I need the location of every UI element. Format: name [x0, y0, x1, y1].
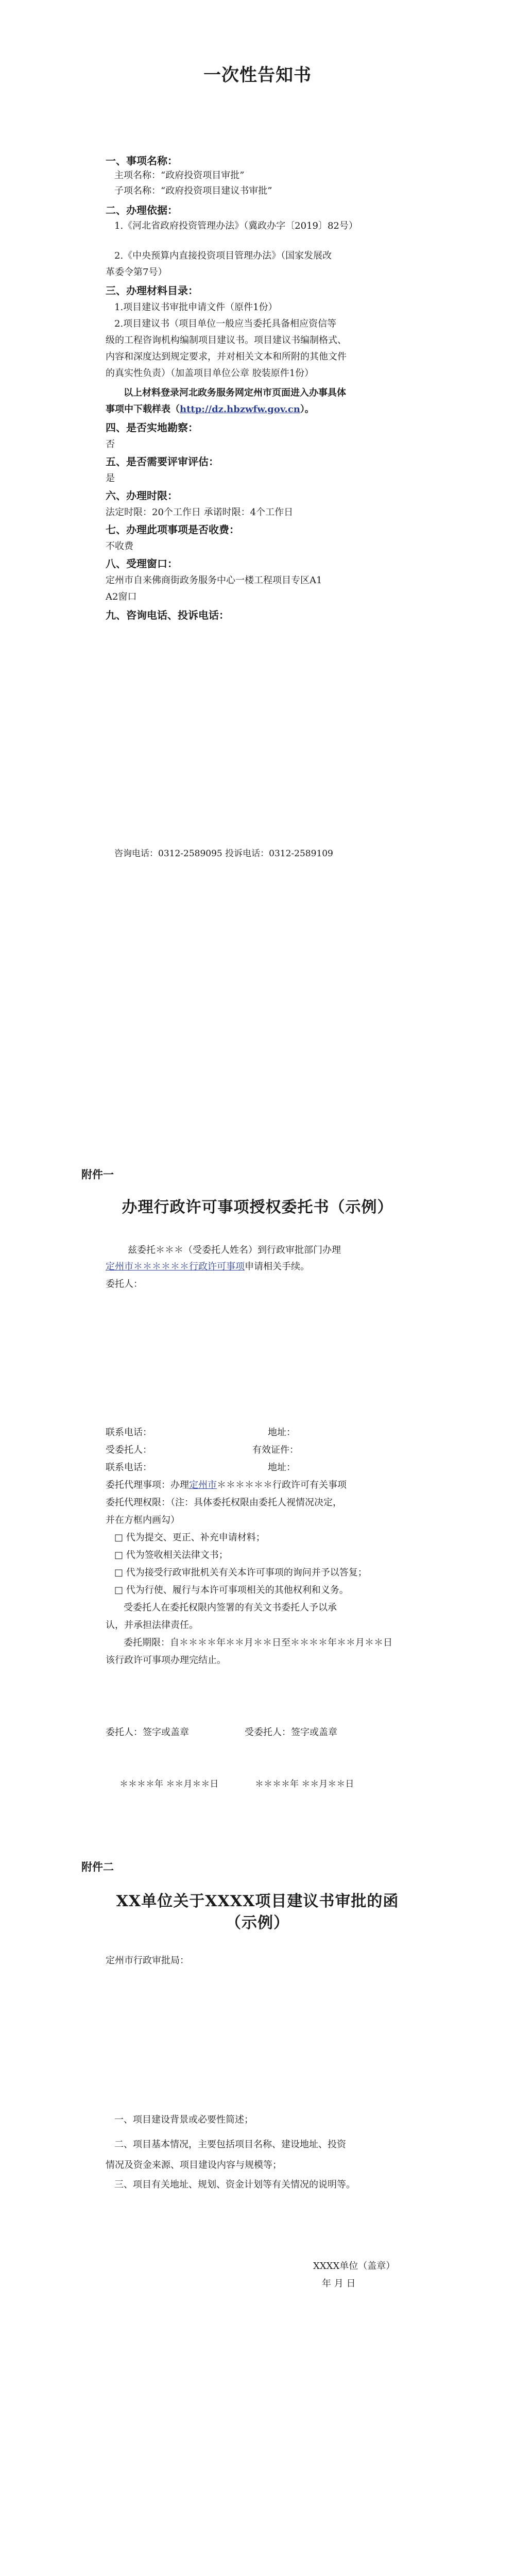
period-a: 委托期限：自＊＊＊＊年＊＊月＊＊日至＊＊＊＊年＊＊月＊＊日: [124, 1637, 392, 1648]
section-1-heading: 一、事项名称：: [106, 155, 178, 167]
authority-item-2: □ 代为签收相关法律文书；: [114, 1550, 228, 1561]
window-value-a: 定州市自来佛商街政务服务中心一楼工程项目专区A1: [106, 575, 322, 586]
section-9-heading: 九、咨询电话、投诉电话：: [106, 609, 229, 621]
responsibility-a: 受委托人在委托权限内签署的有关文书委托人予以承: [124, 1602, 337, 1613]
scope-a2: 定州市: [189, 1480, 217, 1490]
phone-numbers: 咨询电话：0312-2589095 投诉电话：0312-2589109: [114, 849, 333, 859]
agent-address-label: 地址：: [268, 1462, 296, 1473]
scope-a1: 委托代理事项：办理: [106, 1480, 189, 1490]
attachment-1-title: 办理行政许可事项授权委托书（示例）: [122, 1198, 393, 1216]
principal-phone-label: 联系电话：: [106, 1427, 152, 1438]
section-3-heading: 三、办理材料目录：: [106, 284, 198, 297]
section-8-heading: 八、受理窗口：: [106, 557, 178, 570]
basis-1: 1.《河北省政府投资管理办法》（冀政办字〔2019〕82号）: [114, 221, 358, 231]
authority-item-3: □ 代为接受行政审批机关有关本许可事项的询问并予以答复；: [114, 1567, 367, 1578]
material-2c: 内容和深度达到规定要求，并对相关文本和所附的其他文件: [106, 351, 347, 362]
scope-line-c: 并在方框内画勾）: [106, 1515, 180, 1526]
agent-sign-date: ＊＊＊＊年 ＊＊月＊＊日: [255, 1779, 354, 1789]
main-item-name: 主项名称：“政府投资项目审批”: [114, 170, 245, 181]
principal-address-label: 地址：: [268, 1427, 296, 1438]
intro-tail: 申请相关手续。: [245, 1261, 310, 1272]
download-note-b: [106, 402, 314, 415]
review-value: 是: [106, 473, 115, 484]
authority-item-4: □ 代为行使、履行与本许可事项相关的其他权利和义务。: [114, 1585, 349, 1596]
attachment-2-label: 附件二: [81, 1861, 114, 1873]
letter-seal: XXXX单位（盖章）: [313, 2261, 396, 2272]
download-link[interactable]: http://dz.hbzwfw.gov.cn: [180, 404, 300, 415]
principal-signature: 委托人：签字或盖章: [106, 1727, 189, 1738]
fee-value: 不收费: [106, 541, 133, 552]
agent-phone-label: 联系电话：: [106, 1462, 152, 1473]
section-5-heading: 五、是否需要评审评估：: [106, 455, 219, 468]
agent-label: 受委托人：: [106, 1445, 152, 1455]
principal-sign-date: ＊＊＊＊年 ＊＊月＊＊日: [119, 1779, 219, 1789]
scope-line-b: 委托代理权限：（注：具体委托权限由委托人视情况决定，: [106, 1497, 342, 1508]
material-2d: 的真实性负责）（加盖项目单位公章 胶装原件1份）: [106, 368, 314, 379]
window-value-b: A2窗口: [106, 591, 137, 602]
addressee: 定州市行政审批局：: [106, 1955, 189, 1966]
agent-signature: 受委托人：签字或盖章: [245, 1727, 337, 1738]
authorization-intro-b: [106, 1259, 310, 1273]
attachment-1-label: 附件一: [81, 1168, 114, 1181]
sub-item-name: 子项名称：“政府投资项目建议书审批”: [114, 185, 272, 196]
letter-point-2a: 二、项目基本情况，主要包括项目名称、建设地址、投资: [114, 2139, 346, 2150]
site-survey-value: 否: [106, 439, 115, 450]
section-7-heading: 七、办理此项事项是否收费：: [106, 523, 239, 536]
time-limit-value: 法定时限：20个工作日 承诺时限：4个工作日: [106, 507, 294, 518]
attachment-2-title-a: XX单位关于XXXX项目建议书审批的函: [116, 1892, 399, 1910]
letter-point-3: 三、项目有关地址、规划、资金计划等有关情况的说明等。: [114, 2179, 355, 2190]
material-2a: 2.项目建议书（项目单位一般应当委托具备相应资信等: [114, 318, 337, 329]
principal-label: 委托人：: [106, 1279, 143, 1290]
authority-item-1: □ 代为提交、更正、补充申请材料；: [114, 1532, 265, 1543]
section-2-heading: 二、办理依据：: [106, 204, 178, 216]
letter-point-2b: 情况及资金来源、项目建设内容与规模等；: [106, 2160, 282, 2171]
period-b: 该行政许可事项办理完结止。: [106, 1655, 226, 1666]
intro-city: 定州市: [106, 1261, 133, 1272]
section-6-heading: 六、办理时限：: [106, 489, 178, 502]
authorization-intro-a: 兹委托＊＊＊（受委托人姓名）到行政审批部门办理: [128, 1245, 341, 1256]
material-1: 1.项目建议书审批申请文件（原件1份）: [114, 302, 278, 313]
notice-title: 一次性告知书: [203, 65, 312, 86]
basis-2b: 革委令第7号）: [106, 267, 167, 278]
download-note-a: 以上材料登录河北政务服务网定州市页面进入办事具体: [124, 387, 346, 398]
download-note-b1: 事项中下载样表（: [106, 404, 180, 415]
basis-2a: 2.《中央预算内直接投资项目管理办法》（国家发展改: [114, 250, 332, 261]
agent-id-label: 有效证件：: [252, 1445, 299, 1455]
scope-a3: ＊＊＊＊＊＊行政许可有关事项: [217, 1480, 347, 1490]
responsibility-b: 认，并承担法律责任。: [106, 1620, 198, 1631]
scope-line-a: [106, 1478, 347, 1491]
download-note-b2: ）。: [300, 404, 314, 415]
attachment-2-title-b: （示例）: [226, 1914, 289, 1932]
section-4-heading: 四、是否实地勘察：: [106, 421, 198, 434]
letter-point-1: 一、项目建设背景或必要性简述；: [114, 2114, 253, 2125]
intro-matter: ＊＊＊＊＊＊行政许可事项: [133, 1261, 245, 1272]
letter-date: 年 月 日: [322, 2278, 356, 2289]
material-2b: 级的工程咨询机构编制项目建议书。项目建议书编制格式、: [106, 335, 347, 346]
